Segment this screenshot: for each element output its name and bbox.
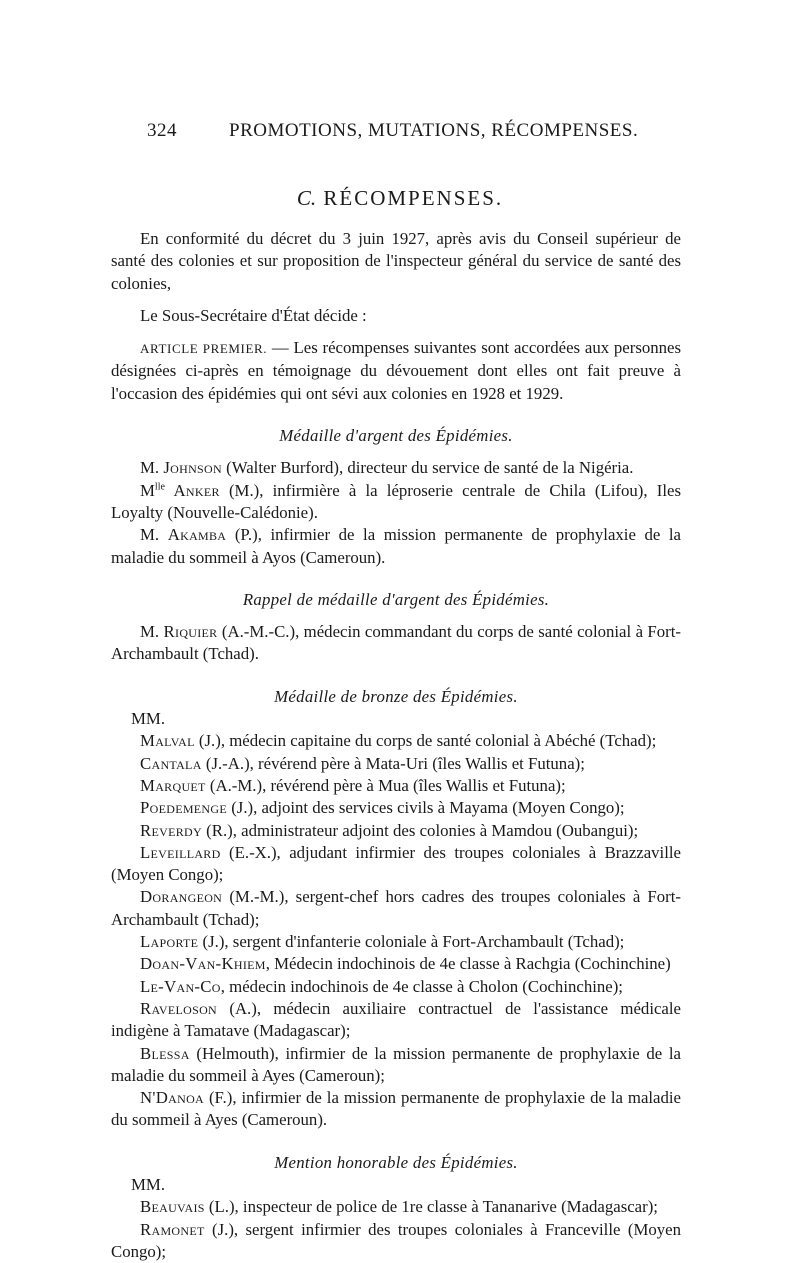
section-letter: C. <box>296 186 317 210</box>
bronze-medal-heading: Médaille de bronze des Épidémies. <box>274 686 518 706</box>
award-entry <box>111 820 681 842</box>
entry-prefix: M. <box>140 458 164 478</box>
entry-details: (A.-M.), révérend père à Mua (îles Wallis et Futuna); <box>205 775 566 795</box>
entry-prefix: M. <box>140 525 168 545</box>
entry-details: (Walter Burford), directeur du service de santé de la Nigéria. <box>221 458 634 478</box>
awardee-name: Ramonet <box>140 1219 205 1239</box>
award-entry <box>111 457 681 479</box>
entry-details: (F.), infirmier de la mission permanente de prophylaxie de la maladie du sommeil à Ayes (Cameroun). <box>111 1088 681 1130</box>
running-title: PROMOTIONS, MUTATIONS, RÉCOMPENSES. <box>229 120 639 141</box>
award-entry <box>111 998 681 1043</box>
mm-label: MM. <box>131 1174 166 1194</box>
article-paragraph <box>111 337 681 405</box>
awardee-name: Doan-Van-Khiem <box>140 954 266 974</box>
entry-details: (E.-X.), adjudant infirmier des troupes coloniales à Brazzaville (Moyen Congo); <box>111 842 681 885</box>
entry-details: (A.), médecin auxiliaire contractuel de l'assistance médicale indigène à Tamatave (Madagascar); <box>111 998 681 1041</box>
entry-details: (A.-M.-C.), médecin commandant du corps de santé colonial à Fort-Archambault (Tchad). <box>111 622 681 664</box>
awardee-name: Johnson <box>163 458 222 478</box>
entry-prefix: M <box>140 480 155 500</box>
awardee-name: Raveloson <box>140 998 218 1018</box>
entry-details: (Helmouth), infirmier de la mission permanente de prophylaxie de la maladie du sommeil à Ayes (Cameroun); <box>111 1043 681 1085</box>
honorable-mention-heading: Mention honorable des Épidémies. <box>274 1152 518 1172</box>
award-entry <box>111 797 681 819</box>
award-entry <box>111 953 681 975</box>
awardee-name: Leveillard <box>140 842 221 862</box>
award-entry <box>111 480 681 525</box>
entry-details: (J.), sergent d'infanterie coloniale à Fort-Archambault (Tchad); <box>198 932 625 952</box>
entry-details: (J.-A.), révérend père à Mata-Uri (îles Wallis et Futuna); <box>201 753 585 773</box>
article-text: — Les récompenses suivantes sont accordées aux personnes désignées ci-après en témoignage du dévouement dont elles ont fait preuve à l'occasion des épidémies qui ont sévi aux colonies en 1928 et 1929. <box>111 338 681 403</box>
entry-details: , médecin indochinois de 4e classe à Cholon (Cochinchine); <box>220 976 623 996</box>
decision-paragraph: Le Sous-Secrétaire d'État décide : <box>140 305 367 325</box>
document-body <box>111 228 681 1263</box>
entry-details: (J.), sergent infirmier des troupes coloniales à Franceville (Moyen Congo); <box>111 1219 681 1261</box>
awardee-name: Blessa <box>140 1043 190 1063</box>
award-entry <box>111 1043 681 1088</box>
entry-sup: lle <box>154 481 165 493</box>
award-entry <box>111 1087 681 1132</box>
award-entry <box>111 775 681 797</box>
entry-prefix: M. <box>140 622 164 642</box>
preamble-paragraph: En conformité du décret du 3 juin 1927, après avis du Conseil supérieur de santé des colonies et sur proposition de l'inspecteur général du service de santé des colonies, <box>111 229 681 293</box>
awardee-name: Beauvais <box>140 1197 205 1217</box>
entry-details: (J.), adjoint des services civils à Mayama (Moyen Congo); <box>227 798 625 818</box>
silver-medal-heading: Médaille d'argent des Épidémies. <box>279 426 513 446</box>
entry-details: (L.), inspecteur de police de 1re classe à Tananarive (Madagascar); <box>204 1197 658 1217</box>
entry-details: (P.), infirmier de la mission permanente de prophylaxie de la maladie du sommeil à Ayos (Cameroun). <box>111 525 681 567</box>
awardee-name: Poedemenge <box>140 798 227 818</box>
awardee-name: Marquet <box>140 775 206 795</box>
entry-details: (R.), administrateur adjoint des colonies à Mamdou (Oubangui); <box>201 820 639 840</box>
silver-recall-heading: Rappel de médaille d'argent des Épidémies. <box>242 589 550 609</box>
section-heading: RÉCOMPENSES. <box>323 186 504 210</box>
award-entry <box>111 730 681 752</box>
award-entry <box>111 621 681 666</box>
entry-details: (M.-M.), sergent-chef hors cadres des troupes coloniales à Fort-Archambault (Tchad); <box>111 887 681 929</box>
entry-details: , Médecin indochinois de 4e classe à Rachgia (Cochinchine) <box>265 954 671 974</box>
award-entry <box>111 886 681 931</box>
awardee-name: Cantala <box>140 753 202 773</box>
award-entry <box>111 1219 681 1263</box>
awardee-name: Anker <box>164 480 220 500</box>
award-entry <box>111 976 681 998</box>
awardee-name: Le-Van-Co <box>140 976 221 996</box>
mm-label: MM. <box>131 709 166 729</box>
awardee-name: Reverdy <box>140 820 202 840</box>
section-title <box>0 186 800 211</box>
award-entry <box>111 931 681 953</box>
awardee-name: Malval <box>140 731 195 751</box>
award-entry <box>111 1196 681 1218</box>
awardee-name: N'Danoa <box>140 1088 205 1108</box>
page-number: 324 <box>147 120 177 141</box>
awardee-name: Akamba <box>167 525 227 545</box>
award-entry <box>111 524 681 569</box>
awardee-name: Laporte <box>140 932 199 952</box>
entry-details: (J.), médecin capitaine du corps de santé colonial à Abéché (Tchad); <box>194 731 657 751</box>
awardee-name: Dorangeon <box>140 887 223 907</box>
entry-details: (M.), infirmière à la léproserie centrale de Chila (Lifou), Iles Loyalty (Nouvelle-Calédonie). <box>111 480 681 522</box>
award-entry <box>111 753 681 775</box>
award-entry <box>111 842 681 887</box>
awardee-name: Riquier <box>163 622 218 642</box>
article-label: ARTICLE PREMIER. <box>140 341 268 357</box>
